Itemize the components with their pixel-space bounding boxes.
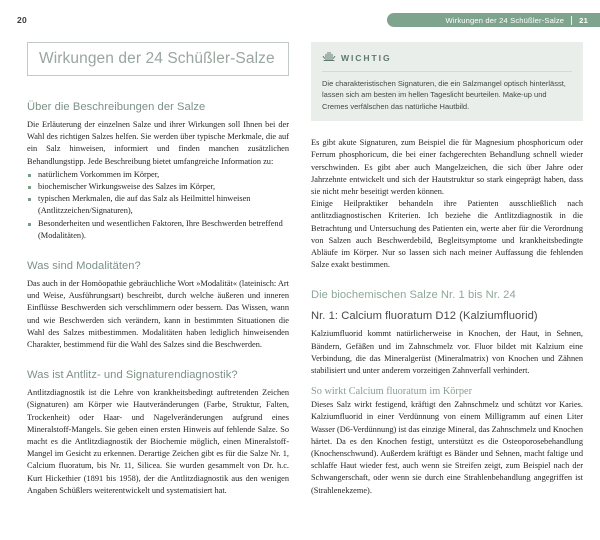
right-column — [311, 42, 583, 497]
heading-antlitz-signaturendiagnostik: Was ist Antlitz- und Signaturendiagnostik? — [27, 369, 238, 382]
running-head-pill — [387, 13, 600, 27]
list-item: typischen Merkmalen, die auf das Salz als Heilmittel hinweisen (Antlitzzeichen/Signaturen), — [27, 193, 289, 217]
chapter-title: Wirkungen der 24 Schüßler-Salze — [39, 50, 275, 67]
heading-nr1-calcium-fluoratum: Nr. 1: Calcium fluoratum D12 (Kalziumfluorid) — [311, 310, 538, 323]
paragraph-akute-signaturen: Es gibt akute Signaturen, zum Beispiel die für Magnesium phosphoricum oder Ferrum phosphoricum, die bei einer fachgerechten Behandlung schnell wieder verschwinden. Es gibt aber auch Mangelzeichen, die sich über Jahre oder Jahrzehnte entwickelt und sich der Hautstruktur so stark eingeprägt haben, dass sie nicht mehr beseitigt werden können. — [311, 138, 583, 197]
heading-biochemische-salze: Die biochemischen Salze Nr. 1 bis Nr. 24 — [311, 289, 516, 302]
list-item: natürlichem Vorkommen im Körper, — [27, 169, 289, 181]
paragraph-so-wirkt-body: Dieses Salz wirkt festigend, kräftigt den Zahnschmelz und schützt vor Karies. Kalziumfluorid in einer Verdünnung von einem Milligramm auf einen Liter Wasser (D6-Verdünnung) ist das einzige Mineral, das Zahnschmelz und Knochen härtet. Da es den Knochen festigt, unterstützt es die Osteoporosebehandlung (Knochenschwund). Außerdem kräftigt es Bänder und Sehnen, macht faltige und schlaffe Haut wieder fest, auch wenn sie Streifen zeigt, zum Beispiel nach der Schwangerschaft, oder wenn sie durch eine Strahlenbehandlung angegriffen ist (Strahlenekzeme). — [311, 400, 583, 495]
running-head-title: Wirkungen der 24 Schüßler-Salze — [445, 15, 565, 25]
chapter-title-box — [27, 42, 289, 76]
left-column — [27, 42, 289, 497]
subheading-so-wirkt-calcium-fluoratum: So wirkt Calcium fluoratum im Körper — [311, 386, 473, 398]
list-item: biochemischer Wirkungsweise des Salzes im Körper, — [27, 181, 289, 193]
heading-ueber-die-beschreibungen: Über die Beschreibungen der Salze — [27, 101, 206, 113]
list-item: Besonderheiten und wesentlichen Faktoren, Ihre Beschwerden betreffend (Modalitäten). — [27, 218, 289, 242]
running-head-divider — [571, 16, 572, 25]
paragraph-kalziumfluorid-intro: Kalziumfluorid kommt natürlicherweise in Knochen, der Haut, in Sehnen, Bändern, Gefäßen und im Zahnschmelz vor. Fluor bildet mit Kalzium eine Verbindung, die das Mineralgerüst (Mineralmatrix) von Knochen und Zähnen stabilisiert und unter anderem vorzeitigen Zahnverfall verhindert. — [311, 329, 583, 376]
paragraph-was-sind-modalitaeten: Das auch in der Homöopathie gebräuchliche Wort »Modalität« (lateinisch: Art und Weise, Ausführungsart) beschreibt, durch welche äußeren und inneren Einflüsse Beschwerden sich verschlimmern oder bessern. Das Wissen, wann und wie Beschwerden sich verändern, kann in bestimmten Situationen die Wahl des Salzes mitbestimmen. Modalitäten haben lediglich hinweisenden Charakter, bestimmend für die Wahl des Salzes sind die Beschwerden. — [27, 279, 289, 350]
note-header — [322, 49, 572, 72]
folio-right: 21 — [579, 15, 588, 25]
paragraph-ueber-die-beschreibungen: Die Erläuterung der einzelnen Salze und ihrer Wirkungen soll Ihnen bei der Wahl des richtigen Salzes helfen. Sie werden über typische Merkmale, die auf ein Salz hinweisen, informiert und finden manchen zusätzlichen Behandlungstipp. Jede Beschreibung bietet umfangreiche Information zu: — [27, 120, 289, 166]
folio-left: 20 — [17, 15, 28, 25]
bullet-list-beschreibungen — [27, 169, 289, 242]
warning-hand-icon — [322, 49, 336, 67]
heading-was-sind-modalitaeten: Was sind Modalitäten? — [27, 260, 141, 273]
paragraph-heilpraktiker: Einige Heilpraktiker behandeln ihre Patienten ausschließlich nach antlitzdiagnostischen Kriterien. Ich beziehe die Antlitzdiagnostik in die Betrachtung und Untersuchung des Patienten ein, werte aber für die Verordnung von Salzen auch Beschwerdebild, Begleitsymptome und krankheitsbedingte Abläufe im Körper. Nur so lassen sich nach meiner Auffassung die fehlenden Salze exakt bestimmen. — [311, 199, 583, 270]
note-label: WICHTIG — [341, 53, 392, 63]
wichtig-note-box — [311, 42, 583, 121]
note-body: Die charakteristischen Signaturen, die ein Salzmangel optisch hinterlässt, lassen sich am besten im hellen Tageslicht beurteilen. Make-up und Cremes verfälschen das natürliche Hautbild. — [322, 79, 566, 111]
paragraph-antlitz-signaturendiagnostik: Antlitzdiagnostik ist die Lehre von krankheitsbedingt auftretenden Zeichen (Signaturen) am Körper wie Hautveränderungen (Farbe, Struktur, Falten, Trockenheit) oder Haar- und Nagelveränderungen aufgrund eines Mineralstoff-Mangels. Sie geben einen ersten Hinweis auf fehlende Salze. So macht es die Antlitzdiagnostik der Biochemie möglich, einen Mineralstoff-Mangel im Gesicht zu erkennen. Derartige Zeichen gibt es für die Salze Nr. 1, Calcium fluoratum, bis Nr. 11, Silicea. Sie wurden gesammelt von Dr. h.c. Kurt Hickethier (1891 bis 1958), der die Antlitzdiagnostik aus den wenigen Angaben Schüßlers weiterentwickelt und systematisiert hat. — [27, 388, 289, 495]
running-head — [0, 0, 600, 34]
